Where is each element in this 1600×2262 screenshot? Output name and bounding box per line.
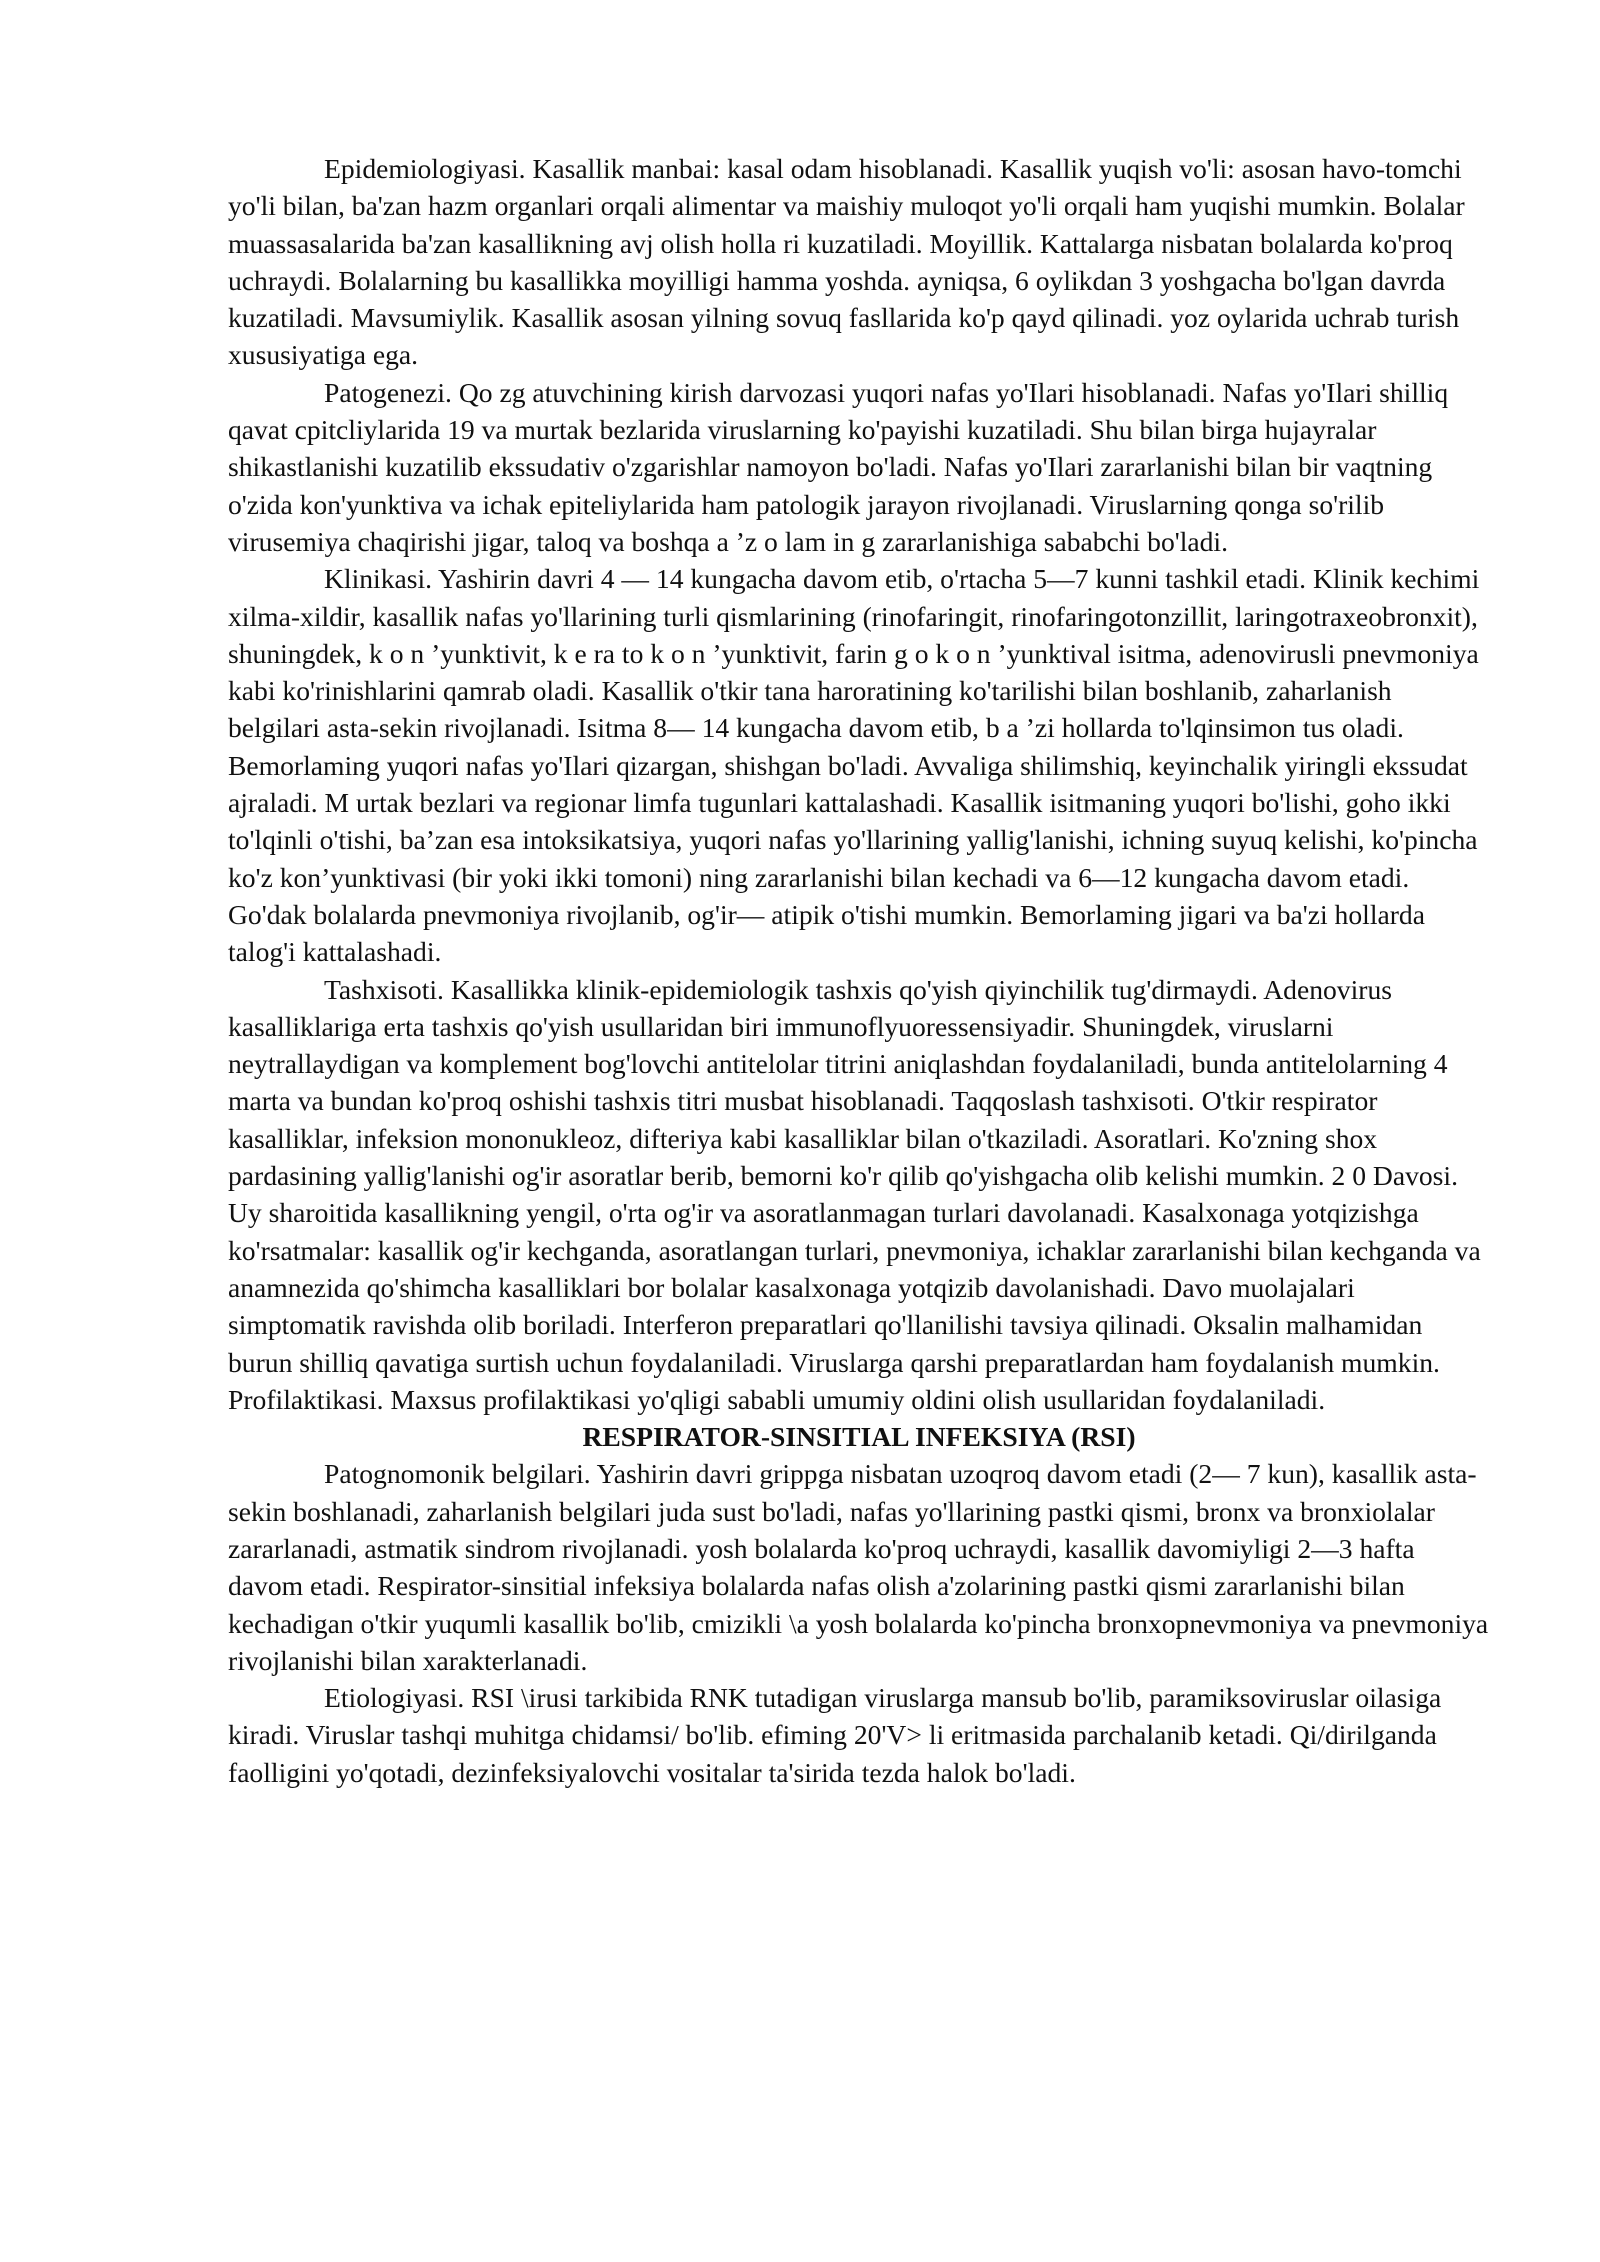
section-heading: RESPIRATOR-SINSITIAL INFEKSIYA (RSI) bbox=[582, 1421, 1136, 1453]
document-page bbox=[228, 150, 1490, 1791]
paragraph-epidemiologiyasi: Epidemiologiyasi. Kasallik manbai: kasal odam hisoblanadi. Kasallik yuqish vo'li: asosan havo-tomchi yo'li bilan, ba'zan hazm organlari orqali alimentar va maishiy muloqot yo'li orqali ham yuqishi mumkin. Bolalar muassasalarida ba'zan kasallikning avj olish holla ri kuzatiladi. Moyillik. Kattalarga nisbatan bolalarda ko'proq uchraydi. Bolalarning bu kasallikka moyilligi hamma yoshda. ayniqsa, 6 oylikdan 3 yoshgacha bo'lgan davrda kuzatiladi. Mavsumiylik. Kasallik asosan yilning sovuq fasllarida ko'p qayd qilinadi. yoz oylarida uchrab turish xususiyatiga ega. bbox=[228, 153, 1465, 371]
paragraph-tashxisoti: Tashxisoti. Kasallikka klinik-epidemiologik tashxis qo'yish qiyinchilik tug'dirmaydi. Adenovirus kasalliklariga erta tashxis qo'yish usullaridan biri immunoflyuoressensiyadir. Shuningdek, viruslarni neytrallaydigan va komplement bog'lovchi antitelolar titrini aniqlashdan foydalaniladi, bunda antitelolarning 4 marta va bundan ko'proq oshishi tashxis titri musbat hisoblanadi. Taqqoslash tashxisoti. O'tkir respirator kasalliklar, infeksion mononukleoz, difteriya kabi kasalliklar bilan o'tkaziladi. Asoratlari. Ko'zning shox pardasining yallig'lanishi og'ir asoratlar berib, bemorni ko'r qilib qo'yishgacha olib kelishi mumkin. 2 0 Davosi. Uy sharoitida kasallikning yengil, o'rta og'ir va asoratlanmagan turlari davolanadi. Kasalxonaga yotqizishga ko'rsatmalar: kasallik og'ir kechganda, asoratlangan turlari, pnevmoniya, ichaklar zararlanishi bilan kechganda va anamnezida qo'shimcha kasalliklari bor bolalar kasalxonaga yotqizib davolanishadi. Davo muolajalari simptomatik ravishda olib boriladi. Interferon preparatlari qo'llanilishi tavsiya qilinadi. Oksalin malhamidan burun shilliq qavatiga surtish uchun foydalaniladi. Viruslarga qarshi preparatlardan ham foydalanish mumkin. Profilaktikasi. Maxsus profilaktikasi yo'qligi sababli umumiy oldini olish usullaridan foydalaniladi. bbox=[228, 973, 1481, 1415]
paragraph-patogenezi: Patogenezi. Qo zg atuvchining kirish darvozasi yuqori nafas yo'Ilari hisoblanadi. Nafas yo'Ilari shilliq qavat cpitcliylarida 19 va murtak bezlarida viruslarning ko'payishi kuzatiladi. Shu bilan birga hujayralar shikastlanishi kuzatilib ekssudativ o'zgarishlar namoyon bo'ladi. Nafas yo'Ilari zararlanishi bilan bir vaqtning o'zida kon'yunktiva va ichak epiteliylarida ham patologik jarayon rivojlanadi. Viruslarning qonga so'rilib virusemiya chaqirishi jigar, taloq va boshqa a ’z o lam in g zararlanishiga sababchi bo'ladi. bbox=[228, 376, 1449, 557]
paragraph-patognomonik-belgilari: Patognomonik belgilari. Yashirin davri grippga nisbatan uzoqroq davom etadi (2— 7 kun), kasallik asta-sekin boshlanadi, zaharlanish belgilari juda sust bo'ladi, nafas yo'llarining pastki qismi, bronx va bronxiolalar zararlanadi, astmatik sindrom rivojlanadi. yosh bolalarda ko'proq uchraydi, kasallik davomiyligi 2—3 hafta davom etadi. Respirator-sinsitial infeksiya bolalarda nafas olish a'zolarining pastki qismi zararlanishi bilan kechadigan o'tkir yuqumli kasallik bo'lib, cmizikli \a yosh bolalarda ko'pincha bronxopnevmoniya va pnevmoniya rivojlanishi bilan xarakterlanadi. bbox=[228, 1458, 1489, 1676]
paragraph-etiologiyasi: Etiologiyasi. RSI \irusi tarkibida RNK tutadigan viruslarga mansub bo'lib, paramiksoviruslar oilasiga kiradi. Viruslar tashqi muhitga chidamsi/ bo'lib. efiming 20'V> li eritmasida parchalanib ketadi. Qi/dirilganda faolligini yo'qotadi, dezinfeksiyalovchi vositalar ta'sirida tezda halok bo'ladi. bbox=[228, 1682, 1442, 1788]
paragraph-klinikasi: Klinikasi. Yashirin davri 4 — 14 kungacha davom etib, o'rtacha 5—7 kunni tashkil etadi. Klinik kechimi xilma-xildir, kasallik nafas yo'llarining turli qismlarining (rinofaringit, rinofaringotonzillit, laringotraxeobronxit), shuningdek, k o n ’yunktivit, k e ra to k o n ’yunktivit, farin g o k o n ’yunktival isitma, adenovirusli pnevmoniya kabi ko'rinishlarini qamrab oladi. Kasallik o'tkir tana haroratining ko'tarilishi bilan boshlanib, zaharlanish belgilari asta-sekin rivojlanadi. Isitma 8— 14 kungacha davom etib, b a ’zi hollarda to'lqinsimon tus oladi. Bemorlaming yuqori nafas yo'Ilari qizargan, shishgan bo'ladi. Avvaliga shilimshiq, keyinchalik yiringli ekssudat ajraladi. M urtak bezlari va regionar limfa tugunlari kattalashadi. Kasallik isitmaning yuqori bo'lishi, goho ikki to'lqinli o'tishi, ba’zan esa intoksikatsiya, yuqori nafas yo'llarining yallig'lanishi, ichning suyuq kelishi, ko'pincha ko'z kon’yunktivasi (bir yoki ikki tomoni) ning zararlanishi bilan kechadi va 6—12 kungacha davom etadi. Go'dak bolalarda pnevmoniya rivojlanib, og'ir— atipik o'tishi mumkin. Bemorlaming jigari va ba'zi hollarda talog'i kattalashadi. bbox=[228, 563, 1480, 968]
